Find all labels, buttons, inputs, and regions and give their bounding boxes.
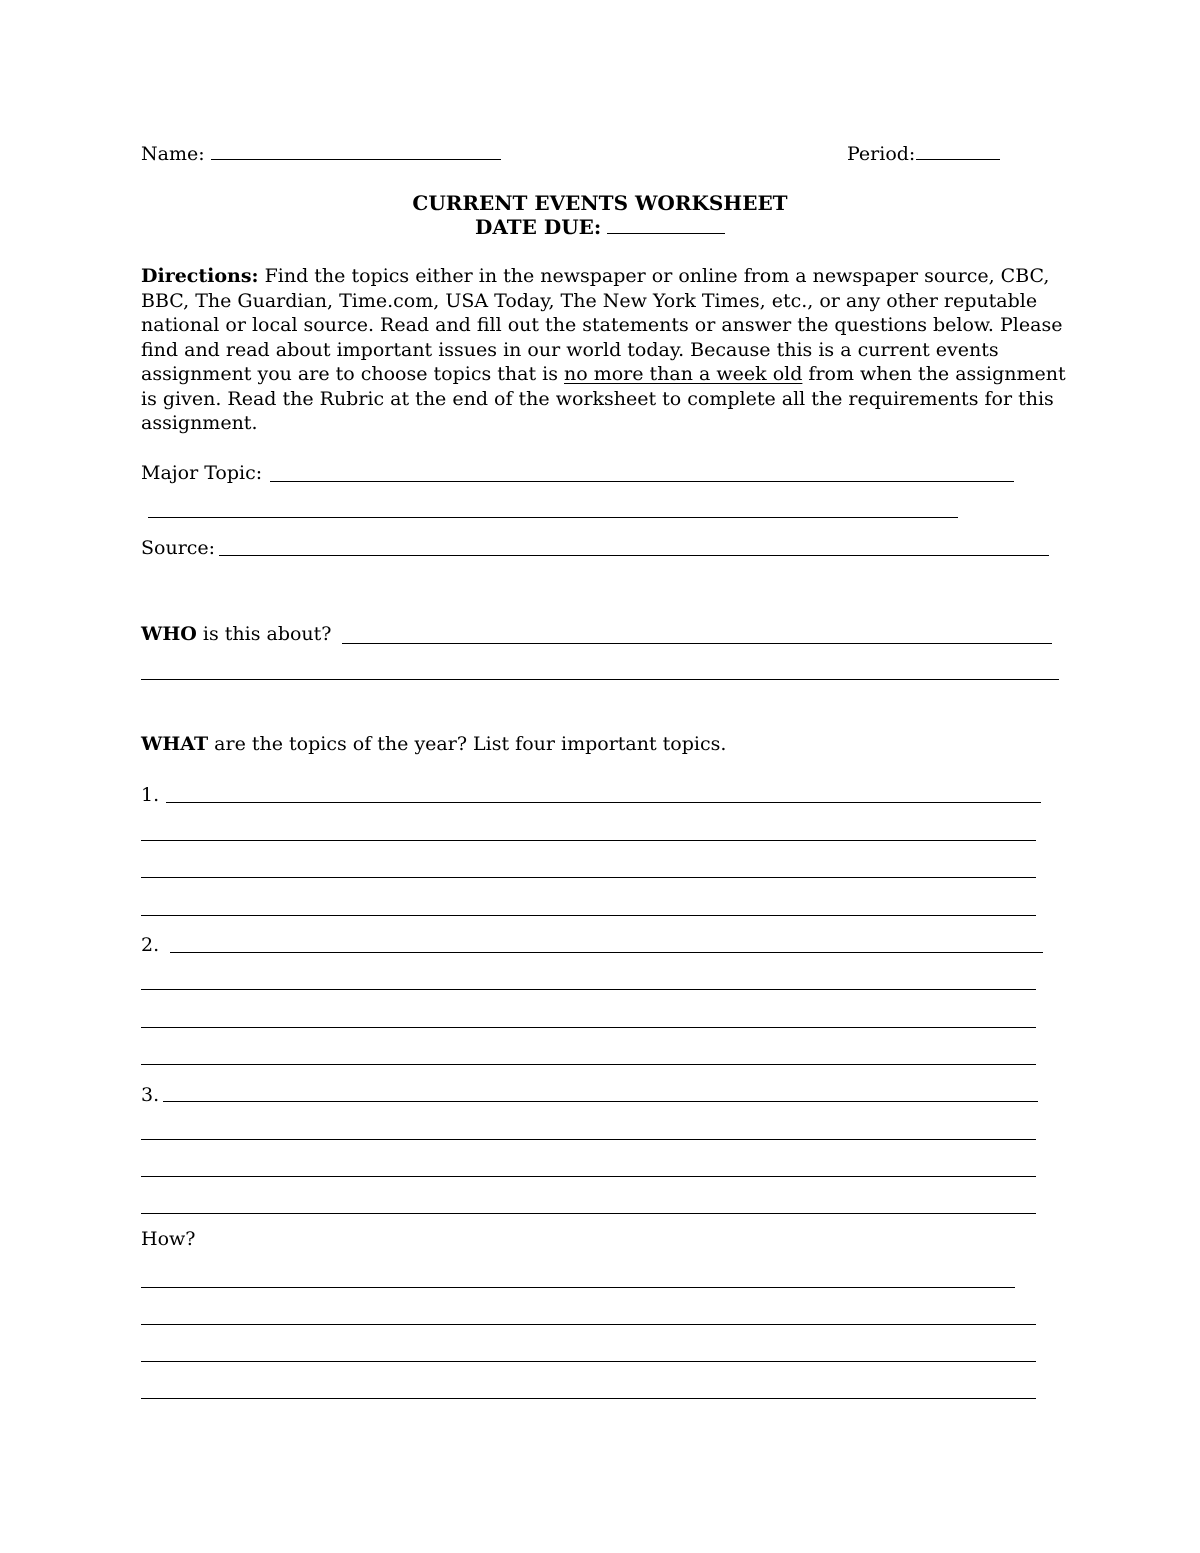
directions-text-before: Find the topics either in the newspaper or online from a newspaper source, CBC, BBC, The Guardian, Time.com, USA Today, The New York Times, etc., or any other reputable national or local source. Read and fill out the statements or answer the questions below. Please find and read about important issues in our world today. Because this is a current events assignment you are to choose topics that is [141,265,1063,385]
period-label: Period: [847,143,916,165]
period-field[interactable] [916,159,1000,160]
how-line-2[interactable] [141,1324,1036,1325]
how-line-1[interactable] [141,1287,1015,1288]
major-topic-field-2[interactable] [148,517,958,518]
item-2-line-1[interactable] [170,952,1043,953]
item-3-line-1[interactable] [163,1101,1038,1102]
what-question [141,732,726,756]
who-field[interactable] [342,643,1052,644]
who-question [141,622,331,646]
how-line-3[interactable] [141,1361,1036,1362]
how-line-4[interactable] [141,1398,1036,1399]
item-1-line-1[interactable] [166,802,1041,803]
how-label: How? [141,1228,196,1250]
item-3-line-2[interactable] [141,1139,1036,1140]
item-3-line-4[interactable] [141,1213,1036,1214]
major-topic-field[interactable] [270,481,1014,482]
item-2-line-4[interactable] [141,1064,1036,1065]
date-due-field[interactable] [607,233,725,234]
who-bold: WHO [141,623,197,645]
directions-label: Directions: [141,265,259,287]
who-rest: is this about? [196,623,332,645]
item-2-line-3[interactable] [141,1027,1036,1028]
item-2-line-2[interactable] [141,989,1036,990]
worksheet-title: CURRENT EVENTS WORKSHEET [412,191,788,215]
directions-paragraph [141,264,1071,436]
source-label: Source: [141,537,216,559]
directions-text-after: from when the assignment is given. Read the Rubric at the end of the worksheet to complete all the requirements for this assignment. [141,363,1066,434]
list-item-3-number: 3. [141,1084,160,1106]
list-item-1-number: 1. [141,784,160,806]
source-field[interactable] [219,555,1049,556]
item-3-line-3[interactable] [141,1176,1036,1177]
major-topic-label: Major Topic: [141,462,263,484]
date-due-label: DATE DUE: [475,215,602,239]
what-rest: are the topics of the year? List four important topics. [208,733,727,755]
list-item-2-number: 2. [141,934,160,956]
item-1-line-2[interactable] [141,840,1036,841]
item-1-line-3[interactable] [141,877,1036,878]
directions-underlined: no more than a week old [564,363,803,385]
name-label: Name: [141,143,205,165]
name-field[interactable] [211,159,501,160]
item-1-line-4[interactable] [141,915,1036,916]
who-field-2[interactable] [141,679,1059,680]
what-bold: WHAT [141,733,209,755]
